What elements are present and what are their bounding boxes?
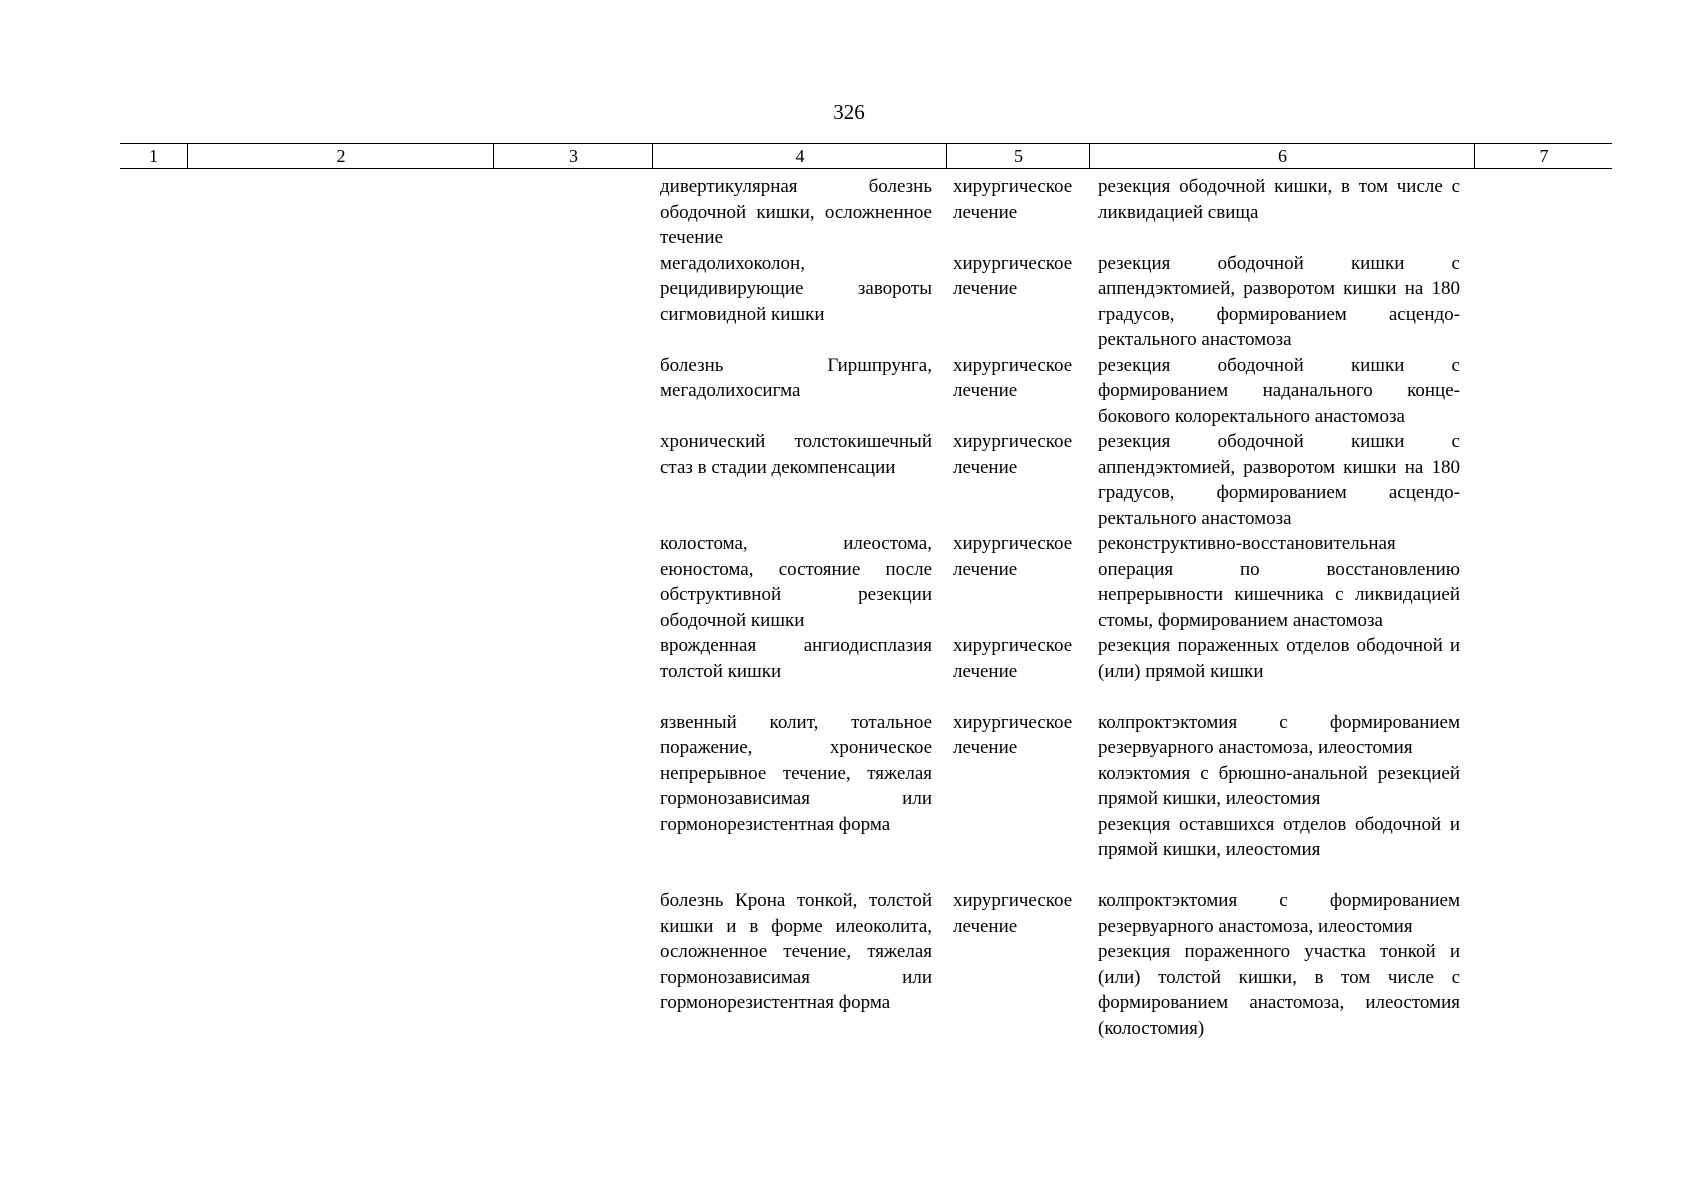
operation-cell: [1098, 353, 1460, 430]
operation-text: резекция пораженного участка тонкой и (или) толстой кишки, в том числе с формированием анастомоза, илеостомия (колостомия): [1098, 941, 1460, 1039]
header-col-2: 2: [187, 144, 494, 168]
table-row: [0, 531, 1698, 633]
table-header: [120, 143, 1612, 169]
header-col-3: 3: [493, 144, 653, 168]
table-row: [0, 251, 1698, 353]
header-col-4: 4: [652, 144, 947, 168]
table-row: [0, 888, 1698, 1067]
operation-text: резекция пораженных отделов ободочной и (или) прямой кишки: [1098, 635, 1460, 682]
table-row: [0, 633, 1698, 710]
operation-text: реконструктивно-восстановительная операция по восстановлению непрерывности кишечника с ликвидацией стомы, формированием анастомоза: [1098, 533, 1460, 631]
page-number: 326: [833, 100, 865, 124]
diagnosis-cell: дивертикулярная болезнь ободочной кишки, осложненное течение: [660, 176, 932, 248]
treatment-cell: хирургическое лечение: [953, 354, 1073, 401]
operation-cell: [1098, 251, 1460, 353]
diagnosis-cell: колостома, илеостома, еюностома, состояние после обструктивной резекции ободочной кишки: [660, 533, 932, 631]
table-row: [0, 174, 1698, 251]
operation-text: колпроктэктомия с формированием резервуарного анастомоза, илеостомия: [1098, 711, 1460, 758]
operation-cell: [1098, 888, 1460, 1041]
header-col-5: 5: [946, 144, 1090, 168]
diagnosis-cell: врожденная ангиодисплазия толстой кишки: [660, 635, 932, 682]
treatment-cell: хирургическое лечение: [953, 252, 1073, 299]
table-row: [0, 710, 1698, 889]
treatment-cell: хирургическое лечение: [953, 890, 1073, 937]
diagnosis-cell: мегадолихоколон, рецидивирующие завороты сигмовидной кишки: [660, 252, 932, 325]
operation-cell: [1098, 531, 1460, 633]
operation-cell: [1098, 633, 1460, 684]
operation-text: колэктомия с брюшно-анальной резекцией прямой кишки, илеостомия: [1098, 762, 1460, 809]
header-col-7: 7: [1474, 144, 1613, 168]
treatment-cell: хирургическое лечение: [953, 635, 1073, 682]
table-body: [0, 174, 1698, 1067]
operation-text: резекция ободочной кишки с аппендэктомией, разворотом кишки на 180 градусов, формированием асцендо-ректального анастомоза: [1098, 252, 1460, 350]
operation-text: резекция ободочной кишки, в том числе с ликвидацией свища: [1098, 176, 1460, 223]
operation-cell: [1098, 429, 1460, 531]
operation-text: резекция ободочной кишки с формированием наданального конце-бокового колоректального анастомоза: [1098, 354, 1460, 427]
diagnosis-cell: язвенный колит, тотальное поражение, хроническое непрерывное течение, тяжелая гормонозависимая или гормонорезистентная форма: [660, 711, 932, 835]
operation-text: резекция ободочной кишки с аппендэктомией, разворотом кишки на 180 градусов, формированием асцендо-ректального анастомоза: [1098, 431, 1460, 529]
operation-text: колпроктэктомия с формированием резервуарного анастомоза, илеостомия: [1098, 890, 1460, 937]
table-row: [0, 353, 1698, 430]
operation-cell: [1098, 174, 1460, 225]
header-col-1: 1: [149, 146, 158, 166]
treatment-cell: хирургическое лечение: [953, 533, 1073, 580]
treatment-cell: хирургическое лечение: [953, 176, 1073, 223]
diagnosis-cell: хронический толстокишечный стаз в стадии декомпенсации: [660, 431, 932, 478]
operation-cell: [1098, 710, 1460, 863]
treatment-cell: хирургическое лечение: [953, 431, 1073, 478]
table-row: [0, 429, 1698, 531]
diagnosis-cell: болезнь Крона тонкой, толстой кишки и в форме илеоколита, осложненное течение, тяжелая гормонозависимая или гормонорезистентная форма: [660, 890, 932, 1013]
operation-text: резекция оставшихся отделов ободочной и прямой кишки, илеостомия: [1098, 813, 1460, 860]
diagnosis-cell: болезнь Гиршпрунга, мегадолихосигма: [660, 354, 932, 401]
header-col-6: 6: [1089, 144, 1475, 168]
treatment-cell: хирургическое лечение: [953, 711, 1073, 758]
